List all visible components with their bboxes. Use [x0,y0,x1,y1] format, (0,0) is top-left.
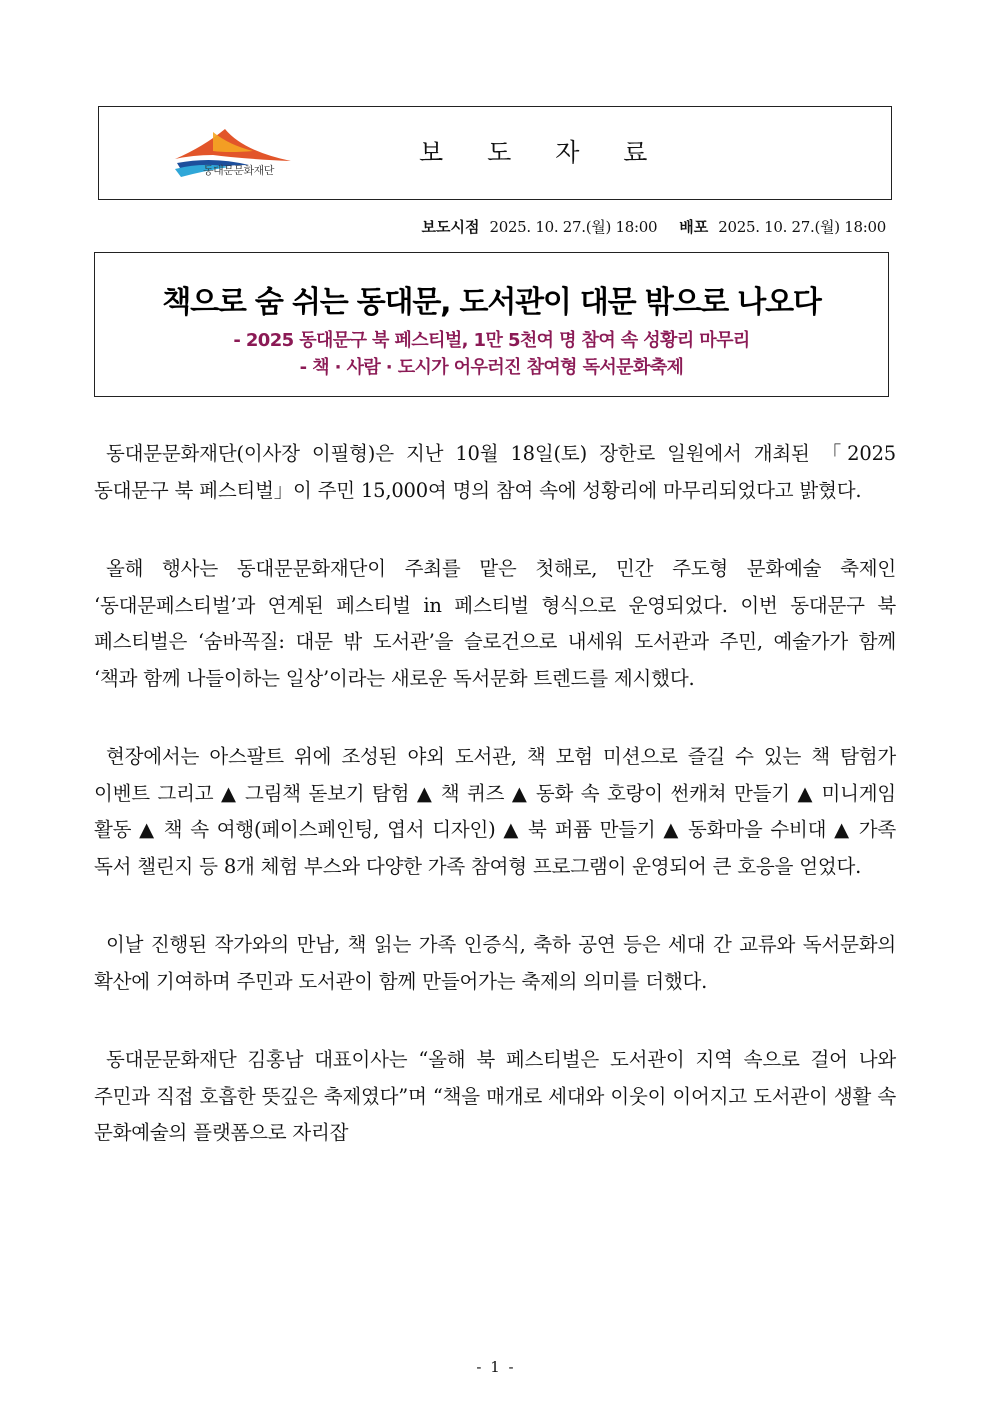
paragraph-text: 이날 진행된 작가와의 만남, 책 읽는 가족 인증식, 축하 공연 등은 세대 간 교류와 독서문화의 확산에 기여하며 주민과 도서관이 함께 만들어가는 축제의 의미를 더했다. [94,933,896,993]
foundation-logo-text: 동대문문화재단 [203,164,274,177]
subtitle-2: - 책 · 사람 · 도시가 어우러진 참여형 독서문화축제 [299,357,684,378]
paragraph [94,436,896,509]
subtitle-1: - 2025 동대문구 북 페스티벌, 1만 5천여 명 참여 속 성황리 마무리 [233,330,750,351]
paragraph-text: 올해 행사는 동대문문화재단이 주최를 맡은 첫해로, 민간 주도형 문화예술 축제인 ‘동대문페스티벌’과 연계된 페스티벌 in 페스티벌 형식으로 운영되었다. 이번 동대문구 북 페스티벌은 ‘숨바꼭질: 대문 밖 도서관’을 슬로건으로 내세워 도서관과 주민, 예술가가 함께 ‘책과 함께 나들이하는 일상’이라는 새로운 독서문화 트렌드를 제시했다. [94,557,896,690]
distribution-value: 2025. 10. 27.(월) 18:00 [718,218,886,236]
paragraph [94,927,896,1000]
paragraph-text: 현장에서는 아스팔트 위에 조성된 야외 도서관, 책 모험 미션으로 즐길 수 있는 책 탐험가 이벤트 그리고 ▲ 그림책 돋보기 탐험 ▲ 책 퀴즈 ▲ 동화 속 호랑이 썬캐쳐 만들기 ▲ 미니게임 활동 ▲ 책 속 여행(페이스페인팅, 엽서 디자인) ▲ 북 퍼퓸 만들기 ▲ 동화마을 수비대 ▲ 가족 독서 챌린지 등 8개 체험 부스와 다양한 가족 참여형 프로그램이 운영되어 큰 호응을 얻었다. [94,745,896,878]
page-number: - 1 - [476,1358,516,1376]
distribution-label: 배포 [679,218,709,236]
foundation-logo [173,129,313,181]
paragraph [94,739,896,885]
headline-box [94,252,889,397]
paragraph-text: 동대문문화재단 김홍남 대표이사는 “올해 북 페스티벌은 도서관이 지역 속으로 걸어 나와 주민과 직접 호흡한 뜻깊은 축제였다”며 “책을 매개로 세대와 이웃이 이어지고 도서관이 생활 속 문화예술의 플랫폼으로 자리잡 [94,1048,896,1144]
main-title: 책으로 숨 쉬는 동대문, 도서관이 대문 밖으로 나오다 [162,285,821,320]
paragraph [94,1042,896,1152]
document-type-title: 보 도 자 료 [419,138,666,167]
release-info [421,216,886,237]
article-body [94,436,896,1194]
release-time-value: 2025. 10. 27.(월) 18:00 [489,218,658,236]
paragraph [94,551,896,697]
press-release-header [98,106,892,200]
release-time-label: 보도시점 [421,218,480,236]
paragraph-text: 동대문문화재단(이사장 이필형)은 지난 10월 18일(토) 장한로 일원에서 개최된 「2025 동대문구 북 페스티벌」이 주민 15,000여 명의 참여 속에 성황리에 마무리되었다고 밝혔다. [94,442,896,502]
